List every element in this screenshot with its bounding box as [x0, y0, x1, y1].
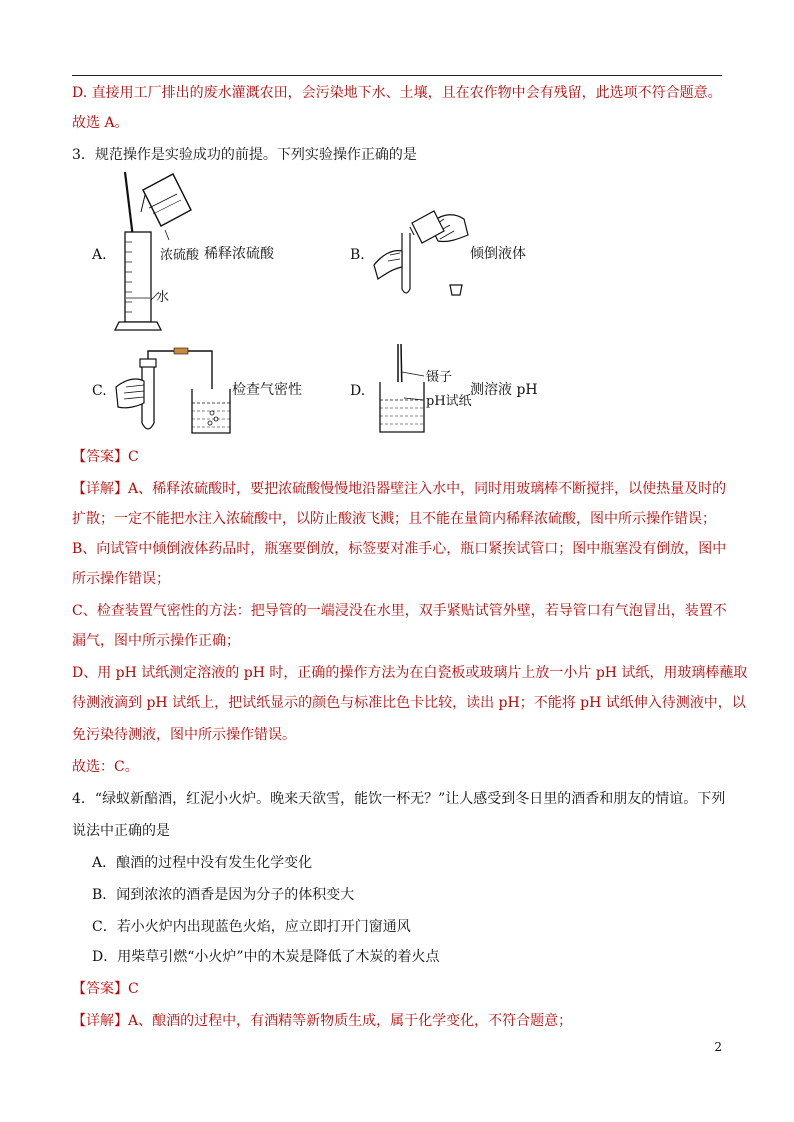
q3-option-d-caption: 测溶液 pH	[470, 382, 538, 398]
page-number: 2	[714, 1040, 722, 1054]
q3-option-d-letter: D.	[350, 383, 366, 399]
q3-detail-line	[72, 480, 726, 498]
q3-detail-line: C、检查装置气密性的方法：把导管的一端浸没在水里，双手紧贴试管外壁，若导管口有气泡冒出，装置不	[72, 603, 727, 619]
q4-option-a: A．酿酒的过程中没有发生化学变化	[92, 855, 313, 871]
answer-value: C	[128, 449, 139, 465]
prev-option-d-explanation: D. 直接用工厂排出的废水灌溉农田，会污染地下水、土壤，且在农作物中会有残留，此选项不符合题意。	[72, 85, 722, 101]
answer-tag: 【答案】	[72, 981, 128, 997]
q3-option-c-letter: C.	[92, 383, 107, 399]
q4-detail-line	[72, 1012, 572, 1030]
airtightness-check-figure	[112, 345, 232, 440]
q3-option-b-caption: 倾倒液体	[470, 246, 526, 262]
q3-detail-line: D、用 pH 试纸测定溶液的 pH 时，正确的操作方法为在白瓷板或玻璃片上放一小片 pH 试纸，用玻璃棒蘸取	[72, 665, 748, 681]
detail-text: A、稀释浓硫酸时，要把浓硫酸慢慢地沿器壁注入水中，同时用玻璃棒不断搅拌，以使热量及时的	[128, 481, 727, 497]
q3-answer	[72, 448, 139, 466]
q3-detail-line: 免污染待测液，图中所示操作错误。	[72, 727, 296, 743]
prev-conclusion: 故选 A。	[72, 115, 129, 131]
q3-conclusion: 故选：C。	[72, 759, 139, 775]
pouring-liquid-figure	[372, 205, 472, 305]
q3-option-c-caption: 检查气密性	[232, 382, 302, 398]
q4-option-d: D．用柴草引燃“小火炉”中的木炭是降低了木炭的着火点	[92, 949, 440, 965]
q3-detail-line: 漏气，图中所示操作正确；	[72, 633, 240, 649]
q4-stem-line-2: 说法中正确的是	[72, 823, 170, 839]
q3-option-b-letter: B.	[350, 247, 365, 263]
q4-stem-line-1: 4．“绿蚁新醅酒，红泥小火炉。晚来天欲雪，能饮一杯无？”让人感受到冬日里的酒香和朋友的情谊。下列	[72, 791, 726, 807]
answer-value: C	[128, 981, 139, 997]
header-rule	[72, 75, 722, 76]
q3-label-ph-paper: pH试纸	[426, 394, 472, 409]
q3-label-concentrated-acid: 浓硫酸	[160, 248, 200, 263]
q3-stem: 3．规范操作是实验成功的前提。下列实验操作正确的是	[72, 147, 417, 163]
q3-detail-line: B、向试管中倾倒液体药品时，瓶塞要倒放，标签要对准手心，瓶口紧挨试管口；图中瓶塞没有倒放，图中	[72, 541, 727, 557]
q3-option-a-caption: 稀释浓硫酸	[204, 246, 274, 262]
q3-detail-line: 所示操作错误；	[72, 571, 170, 587]
q4-option-c: C．若小火炉内出现蓝色火焰，应立即打开门窗通风	[92, 919, 411, 935]
q3-label-tweezers: 镊子	[426, 370, 453, 385]
detail-tag: 【详解】	[72, 1013, 128, 1029]
q3-option-a-letter: A.	[92, 247, 107, 263]
q3-detail-line: 扩散；一定不能把水注入浓硫酸中，以防止酸液飞溅；且不能在量筒内稀释浓硫酸，图中所示操作错误；	[72, 511, 716, 527]
ph-test-figure	[376, 342, 436, 437]
q3-label-water: 水	[156, 290, 170, 305]
detail-text: A、酿酒的过程中，有酒精等新物质生成，属于化学变化，不符合题意；	[128, 1013, 573, 1029]
q4-answer	[72, 980, 139, 998]
q4-option-b: B．闻到浓浓的酒香是因为分子的体积变大	[92, 887, 355, 903]
detail-tag: 【详解】	[72, 481, 128, 497]
q3-detail-line: 待测液滴到 pH 试纸上，把试纸显示的颜色与标准比色卡比较，读出 pH；不能将 pH 试纸伸入待测液中，以	[72, 695, 746, 711]
answer-tag: 【答案】	[72, 449, 128, 465]
